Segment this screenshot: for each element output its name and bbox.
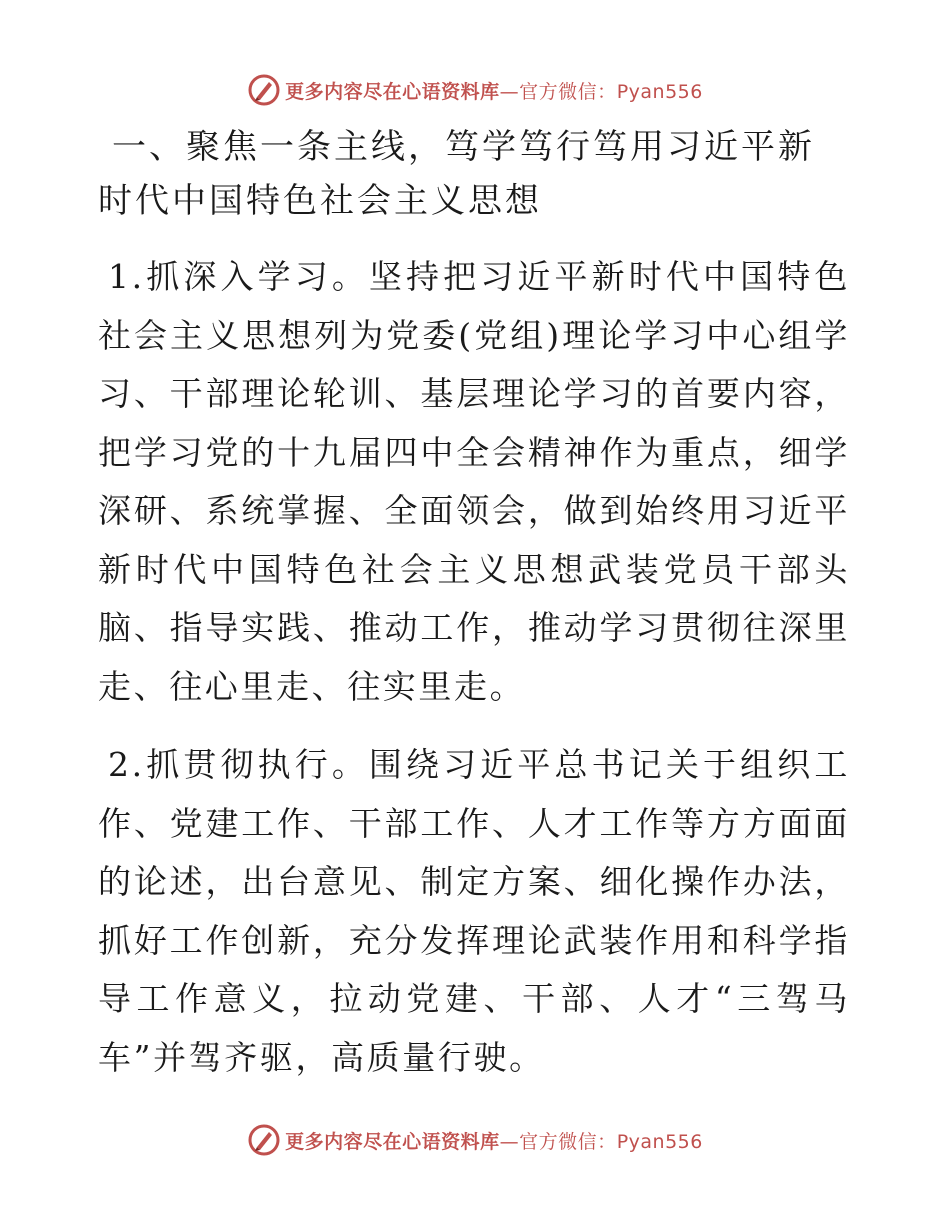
watermark-official-label: 官方微信：: [519, 1130, 617, 1153]
watermark-dash: —: [499, 1130, 520, 1153]
paragraph-2: 2.抓贯彻执行。围绕习近平总书记关于组织工作、党建工作、干部工作、人才工作等方方面面的论述，出台意见、制定方案、细化操作办法，抓好工作创新，充分发挥理论武装作用和科学指导工作意义，拉动党建、干部、人才“三驾马车”并驾齐驱，高质量行驶。: [98, 745, 850, 1077]
watermark-brand: 更多内容尽在心语资料库: [285, 1130, 500, 1153]
section-heading: 一、聚焦一条主线，笃学笃行笃用习近平新时代中国特色社会主义思想: [98, 127, 815, 221]
pen-circle-logo-icon: [247, 1123, 281, 1157]
watermark-brand: 更多内容尽在心语资料库: [285, 80, 500, 103]
watermark-official-label: 官方微信：: [519, 80, 617, 103]
watermark-text: [285, 77, 703, 104]
footer-watermark: [0, 1120, 950, 1160]
watermark-dash: —: [499, 80, 520, 103]
watermark-wechat-id: Pyan556: [616, 1130, 703, 1153]
document-body: [98, 120, 850, 1107]
paragraph-1: 1.抓深入学习。坚持把习近平新时代中国特色社会主义思想列为党委(党组)理论学习中心组学习、干部理论轮训、基层理论学习的首要内容，把学习党的十九届四中全会精神作为重点，细学深研、系统掌握、全面领会，做到始终用习近平新时代中国特色社会主义思想武装党员干部头脑、指导实践、推动工作，推动学习贯彻往深里走、往心里走、往实里走。: [98, 257, 850, 706]
pen-circle-logo-icon: [247, 73, 281, 107]
watermark-text: [285, 1127, 703, 1154]
header-watermark: [0, 70, 950, 110]
watermark-wechat-id: Pyan556: [616, 80, 703, 103]
